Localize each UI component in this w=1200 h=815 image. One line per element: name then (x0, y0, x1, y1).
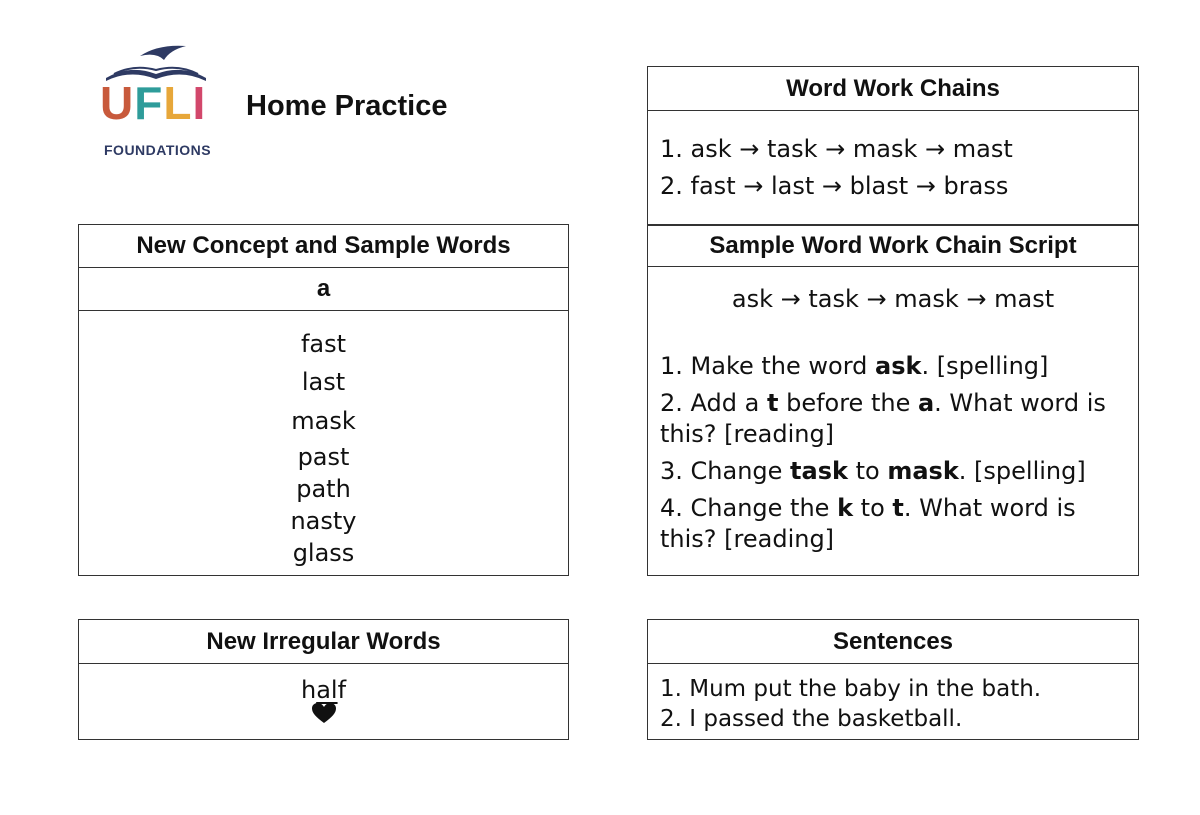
sentences-box (647, 619, 1139, 740)
script-step: 4. Change the k to t. What word is this? [reading] (660, 494, 1076, 553)
irregular-word: half (300, 676, 347, 704)
concept-letter: a (79, 268, 568, 311)
ufli-logo (100, 42, 212, 162)
sample-word: glass (292, 539, 355, 567)
sentence-item: 1. Mum put the baby in the bath. (660, 676, 1042, 702)
sample-word: past (297, 443, 350, 471)
sample-word: mask (291, 407, 356, 435)
word-work-chains-box (647, 66, 1139, 226)
chain-item: 2. fast → last → blast → brass (660, 172, 1009, 200)
new-concept-heading: New Concept and Sample Words (79, 225, 568, 268)
irregular-words-box (78, 619, 569, 740)
irregular-words-heading: New Irregular Words (79, 620, 568, 664)
sentence-item: 2. I passed the basketball. (660, 706, 963, 732)
sample-word: last (301, 368, 346, 396)
sentences-heading: Sentences (648, 620, 1138, 664)
chain-script-box (647, 224, 1139, 576)
sample-word: fast (300, 330, 347, 358)
script-chain: ask → task → mask → mast (731, 285, 1055, 313)
book-bird-icon (100, 42, 212, 82)
script-step: 1. Make the word ask. [spelling] (660, 352, 1049, 380)
sample-word: path (296, 475, 351, 503)
word-work-chains-heading: Word Work Chains (648, 67, 1138, 111)
chain-script-heading: Sample Word Work Chain Script (648, 224, 1138, 267)
irregular-part: al (316, 676, 338, 704)
logo-wordmark: UFLI (100, 77, 207, 129)
heart-icon (79, 702, 568, 728)
script-step: 3. Change task to mask. [spelling] (660, 457, 1086, 485)
logo-subtext: FOUNDATIONS (104, 142, 212, 158)
sample-word-list (79, 311, 568, 569)
script-step: 2. Add a t before the a. What word is this? [reading] (660, 389, 1106, 448)
script-steps (648, 323, 1138, 555)
page-title: Home Practice (246, 90, 448, 122)
new-concept-box (78, 224, 569, 576)
sample-word: nasty (290, 507, 357, 535)
chain-item: 1. ask → task → mask → mast (660, 135, 1013, 163)
